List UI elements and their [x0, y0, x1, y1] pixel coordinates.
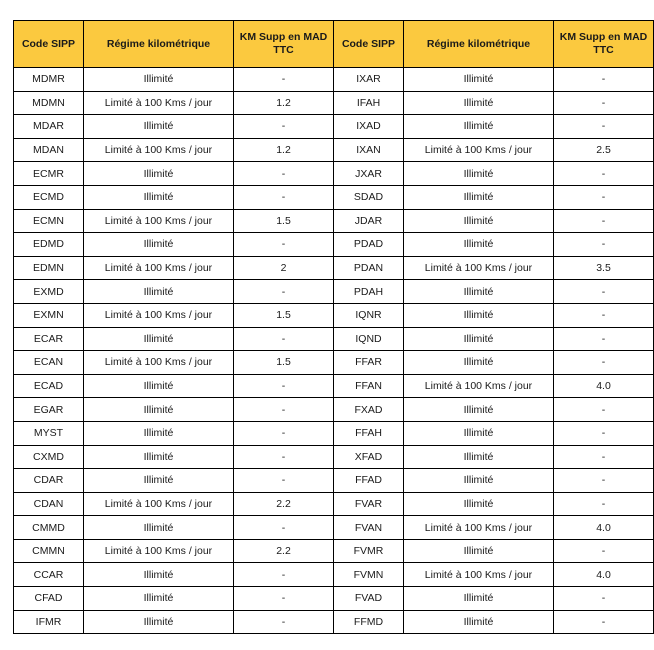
regime-cell: Limité à 100 Kms / jour — [84, 539, 234, 563]
code-sipp-cell: CXMD — [14, 445, 84, 469]
regime-cell: Limité à 100 Kms / jour — [404, 563, 554, 587]
regime-cell: Illimité — [84, 374, 234, 398]
table-header — [14, 21, 654, 68]
code-sipp-cell: IXAD — [334, 115, 404, 139]
regime-cell: Illimité — [404, 185, 554, 209]
code-sipp-cell: IFAH — [334, 91, 404, 115]
code-sipp-cell: EDMD — [14, 233, 84, 257]
km-supp-cell: - — [554, 610, 654, 634]
code-sipp-cell: FFAH — [334, 421, 404, 445]
code-sipp-cell: EXMN — [14, 303, 84, 327]
km-supp-cell: - — [234, 185, 334, 209]
table-row — [14, 516, 654, 540]
regime-cell: Illimité — [84, 469, 234, 493]
code-sipp-cell: FFMD — [334, 610, 404, 634]
code-sipp-cell: ECMD — [14, 185, 84, 209]
regime-cell: Illimité — [84, 68, 234, 92]
code-sipp-cell: CMMD — [14, 516, 84, 540]
regime-cell: Limité à 100 Kms / jour — [84, 256, 234, 280]
code-sipp-cell: FXAD — [334, 398, 404, 422]
table-row — [14, 421, 654, 445]
code-sipp-cell: FFAR — [334, 351, 404, 375]
km-supp-cell: - — [554, 587, 654, 611]
regime-cell: Illimité — [404, 610, 554, 634]
km-supp-cell: - — [554, 115, 654, 139]
code-sipp-cell: IFMR — [14, 610, 84, 634]
regime-cell: Illimité — [404, 398, 554, 422]
km-supp-cell: 2.5 — [554, 138, 654, 162]
table-row — [14, 445, 654, 469]
code-sipp-cell: MDMR — [14, 68, 84, 92]
code-sipp-cell: EGAR — [14, 398, 84, 422]
regime-cell: Illimité — [84, 421, 234, 445]
code-sipp-cell: JXAR — [334, 162, 404, 186]
code-sipp-cell: CDAN — [14, 492, 84, 516]
km-supp-cell: - — [234, 469, 334, 493]
code-sipp-cell: FVAR — [334, 492, 404, 516]
regime-cell: Illimité — [404, 162, 554, 186]
regime-cell: Illimité — [404, 539, 554, 563]
regime-cell: Limité à 100 Kms / jour — [84, 303, 234, 327]
code-sipp-cell: ECAN — [14, 351, 84, 375]
regime-cell: Illimité — [404, 351, 554, 375]
regime-cell: Illimité — [404, 421, 554, 445]
regime-cell: Limité à 100 Kms / jour — [404, 256, 554, 280]
table-row — [14, 374, 654, 398]
regime-cell: Illimité — [84, 115, 234, 139]
regime-cell: Illimité — [84, 516, 234, 540]
code-sipp-cell: ECAD — [14, 374, 84, 398]
table-row — [14, 587, 654, 611]
header-code-sipp: Code SIPP — [14, 21, 84, 68]
code-sipp-cell: JDAR — [334, 209, 404, 233]
regime-cell: Illimité — [84, 445, 234, 469]
code-sipp-cell: PDAD — [334, 233, 404, 257]
km-supp-cell: 2 — [234, 256, 334, 280]
sipp-mileage-table — [13, 20, 654, 634]
km-supp-cell: - — [554, 492, 654, 516]
regime-cell: Illimité — [84, 327, 234, 351]
code-sipp-cell: IQNR — [334, 303, 404, 327]
km-supp-cell: - — [554, 68, 654, 92]
code-sipp-cell: FFAN — [334, 374, 404, 398]
km-supp-cell: 1.5 — [234, 351, 334, 375]
table-row — [14, 539, 654, 563]
table-row — [14, 185, 654, 209]
km-supp-cell: 1.5 — [234, 303, 334, 327]
km-supp-cell: - — [234, 563, 334, 587]
code-sipp-cell: ECMN — [14, 209, 84, 233]
table-body — [14, 68, 654, 634]
regime-cell: Illimité — [404, 68, 554, 92]
km-supp-cell: - — [234, 162, 334, 186]
km-supp-cell: - — [234, 280, 334, 304]
km-supp-cell: - — [234, 610, 334, 634]
code-sipp-cell: CFAD — [14, 587, 84, 611]
km-supp-cell: 4.0 — [554, 374, 654, 398]
table-row — [14, 303, 654, 327]
regime-cell: Illimité — [84, 587, 234, 611]
table-row — [14, 563, 654, 587]
table-row — [14, 91, 654, 115]
table-row — [14, 469, 654, 493]
km-supp-cell: - — [554, 303, 654, 327]
regime-cell: Illimité — [84, 280, 234, 304]
table-row — [14, 209, 654, 233]
km-supp-cell: - — [234, 587, 334, 611]
code-sipp-cell: ECAR — [14, 327, 84, 351]
code-sipp-cell: EDMN — [14, 256, 84, 280]
km-supp-cell: - — [554, 421, 654, 445]
table-row — [14, 398, 654, 422]
table-row — [14, 162, 654, 186]
km-supp-cell: - — [554, 327, 654, 351]
table-row — [14, 280, 654, 304]
regime-cell: Illimité — [84, 610, 234, 634]
km-supp-cell: - — [234, 115, 334, 139]
regime-cell: Illimité — [404, 587, 554, 611]
code-sipp-cell: PDAN — [334, 256, 404, 280]
code-sipp-cell: FVAN — [334, 516, 404, 540]
code-sipp-cell: FFAD — [334, 469, 404, 493]
regime-cell: Limité à 100 Kms / jour — [404, 374, 554, 398]
code-sipp-cell: CDAR — [14, 469, 84, 493]
km-supp-cell: - — [554, 469, 654, 493]
code-sipp-cell: MDAN — [14, 138, 84, 162]
km-supp-cell: - — [234, 374, 334, 398]
header-km-supp: KM Supp en MAD TTC — [234, 21, 334, 68]
km-supp-cell: - — [554, 280, 654, 304]
km-supp-cell: 1.5 — [234, 209, 334, 233]
header-row — [14, 21, 654, 68]
km-supp-cell: - — [554, 445, 654, 469]
km-supp-cell: - — [234, 516, 334, 540]
code-sipp-cell: FVAD — [334, 587, 404, 611]
regime-cell: Illimité — [404, 327, 554, 351]
table-row — [14, 327, 654, 351]
code-sipp-cell: PDAH — [334, 280, 404, 304]
table-row — [14, 256, 654, 280]
table-row — [14, 115, 654, 139]
table-row — [14, 610, 654, 634]
code-sipp-cell: CCAR — [14, 563, 84, 587]
regime-cell: Limité à 100 Kms / jour — [404, 516, 554, 540]
code-sipp-cell: MDMN — [14, 91, 84, 115]
km-supp-cell: 2.2 — [234, 539, 334, 563]
km-supp-cell: 1.2 — [234, 138, 334, 162]
km-supp-cell: - — [554, 351, 654, 375]
km-supp-cell: - — [554, 162, 654, 186]
regime-cell: Illimité — [84, 398, 234, 422]
km-supp-cell: - — [554, 539, 654, 563]
code-sipp-cell: XFAD — [334, 445, 404, 469]
code-sipp-cell: FVMR — [334, 539, 404, 563]
km-supp-cell: - — [554, 185, 654, 209]
km-supp-cell: - — [234, 421, 334, 445]
code-sipp-cell: IXAN — [334, 138, 404, 162]
km-supp-cell: 4.0 — [554, 563, 654, 587]
code-sipp-cell: MYST — [14, 421, 84, 445]
regime-cell: Illimité — [404, 303, 554, 327]
regime-cell: Illimité — [84, 185, 234, 209]
regime-cell: Illimité — [84, 162, 234, 186]
regime-cell: Illimité — [404, 492, 554, 516]
km-supp-cell: - — [554, 91, 654, 115]
regime-cell: Illimité — [404, 445, 554, 469]
regime-cell: Limité à 100 Kms / jour — [404, 138, 554, 162]
header-km-supp: KM Supp en MAD TTC — [554, 21, 654, 68]
table-row — [14, 351, 654, 375]
header-regime-kilometrique: Régime kilométrique — [404, 21, 554, 68]
regime-cell: Illimité — [84, 563, 234, 587]
code-sipp-cell: IXAR — [334, 68, 404, 92]
regime-cell: Illimité — [404, 115, 554, 139]
km-supp-cell: - — [554, 233, 654, 257]
km-supp-cell: 3.5 — [554, 256, 654, 280]
code-sipp-cell: SDAD — [334, 185, 404, 209]
table-row — [14, 138, 654, 162]
table-row — [14, 233, 654, 257]
regime-cell: Illimité — [404, 233, 554, 257]
km-supp-cell: - — [234, 327, 334, 351]
regime-cell: Limité à 100 Kms / jour — [84, 91, 234, 115]
km-supp-cell: - — [554, 398, 654, 422]
km-supp-cell: 1.2 — [234, 91, 334, 115]
regime-cell: Limité à 100 Kms / jour — [84, 492, 234, 516]
header-regime-kilometrique: Régime kilométrique — [84, 21, 234, 68]
regime-cell: Illimité — [404, 91, 554, 115]
km-supp-cell: - — [554, 209, 654, 233]
km-supp-cell: - — [234, 445, 334, 469]
regime-cell: Limité à 100 Kms / jour — [84, 351, 234, 375]
regime-cell: Illimité — [84, 233, 234, 257]
code-sipp-cell: ECMR — [14, 162, 84, 186]
km-supp-cell: - — [234, 233, 334, 257]
table-row — [14, 492, 654, 516]
regime-cell: Illimité — [404, 469, 554, 493]
table-row — [14, 68, 654, 92]
km-supp-cell: 4.0 — [554, 516, 654, 540]
header-code-sipp: Code SIPP — [334, 21, 404, 68]
km-supp-cell: - — [234, 68, 334, 92]
km-supp-cell: 2.2 — [234, 492, 334, 516]
code-sipp-cell: CMMN — [14, 539, 84, 563]
regime-cell: Limité à 100 Kms / jour — [84, 209, 234, 233]
regime-cell: Illimité — [404, 209, 554, 233]
code-sipp-cell: FVMN — [334, 563, 404, 587]
code-sipp-cell: MDAR — [14, 115, 84, 139]
km-supp-cell: - — [234, 398, 334, 422]
code-sipp-cell: IQND — [334, 327, 404, 351]
regime-cell: Illimité — [404, 280, 554, 304]
code-sipp-cell: EXMD — [14, 280, 84, 304]
regime-cell: Limité à 100 Kms / jour — [84, 138, 234, 162]
